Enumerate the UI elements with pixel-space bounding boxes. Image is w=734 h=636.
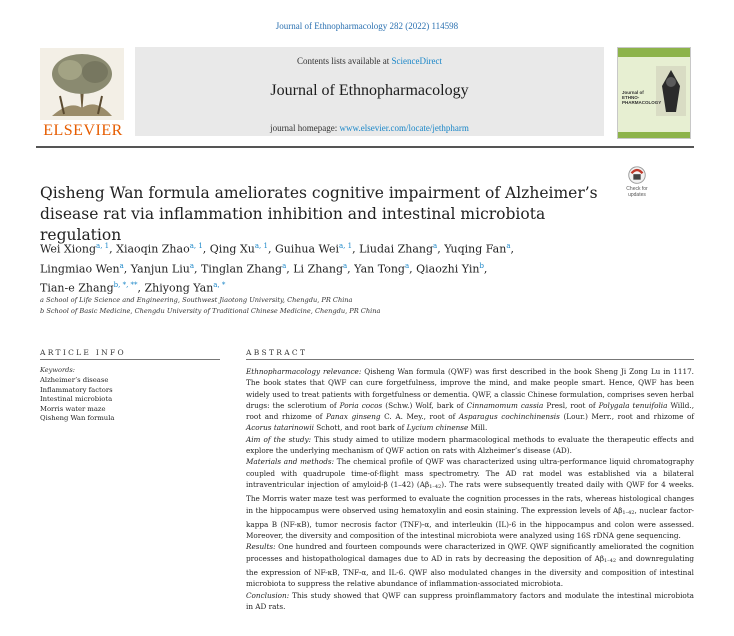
methods-label: Materials and methods: bbox=[246, 457, 335, 467]
author-affiliation-marker[interactable]: a, 1 bbox=[339, 242, 353, 250]
methods-text: ). The rats were subsequently treated daily with QWF for 4 weeks. The Morris water maze test was performed to evaluate the cognition processes in the rats, whereas histological changes in the hippocampus were observed using hematoxylin and eosin staining. The expression levels of Aβ bbox=[246, 479, 694, 515]
conclusion-label: Conclusion: bbox=[246, 590, 290, 600]
homepage-prefix: journal homepage: bbox=[270, 123, 340, 133]
aim-label: Aim of the study: bbox=[246, 434, 312, 444]
abstract-methods bbox=[246, 456, 694, 541]
publisher-logo-text[interactable]: ELSEVIER bbox=[43, 122, 123, 139]
author[interactable]: Yuqing Fan bbox=[444, 242, 507, 256]
affiliation-a: a School of Life Science and Engineering, Southwest Jiaotong University, Chengdu, PR China bbox=[40, 296, 353, 304]
author[interactable]: Yan Tong bbox=[354, 262, 405, 276]
species-name: Cinnamomum cassia bbox=[466, 400, 544, 410]
species-name: Polygala tenuifolia bbox=[598, 400, 668, 410]
article-title: Qisheng Wan formula ameliorates cognitive impairment of Alzheimer’s disease rat via inflammation inhibition and intestinal microbiota regulation bbox=[40, 184, 598, 244]
species-name: Panax ginseng bbox=[326, 412, 381, 422]
keyword: Alzheimer’s disease bbox=[40, 376, 109, 384]
relevance-text: Schott, and root bark of bbox=[313, 423, 407, 433]
species-name: Lycium chinense bbox=[406, 423, 469, 433]
author-affiliation-marker[interactable]: a bbox=[189, 261, 194, 270]
methods-text: , nuclear factor-kappa B (NF-κB), tumor necrosis factor (TNF)-α, and interleukin (IL)-6 in the hippocampus and colon were assessed. Moreover, the diversity and composition of the intestinal microbiota were analyzed using 16S rDNA gene sequencing. bbox=[246, 505, 694, 541]
species-name: Poria cocos bbox=[339, 400, 383, 410]
abstract-conclusion bbox=[246, 590, 694, 613]
keyword: Morris water maze bbox=[40, 404, 106, 413]
check-for-updates-label[interactable]: Check for updates bbox=[626, 186, 648, 198]
contents-prefix: Contents lists available at bbox=[297, 56, 392, 66]
subscript: 1–42 bbox=[429, 483, 442, 490]
author-affiliation-marker[interactable]: a bbox=[506, 242, 511, 250]
relevance-text: Presl, root of bbox=[543, 400, 599, 410]
author-affiliation-marker[interactable]: a bbox=[119, 261, 124, 270]
abstract-heading: ABSTRACT bbox=[246, 348, 308, 357]
author-affiliation-marker[interactable]: a, 1 bbox=[96, 242, 110, 250]
methods-text: The chemical profile of QWF was characterized using ultra-performance liquid chromatography coupled with quadrupole time-of-flight mass spectrometry. The AD rat model was established via a bilateral intraventricular injection of amyloid-β (1–42) (Aβ bbox=[246, 457, 694, 489]
sciencedirect-link[interactable]: ScienceDirect bbox=[391, 56, 442, 66]
species-name: Asparagus cochinchinensis bbox=[458, 412, 560, 422]
contents-line bbox=[135, 56, 604, 66]
author-affiliation-marker[interactable]: a, 1 bbox=[189, 242, 203, 250]
keyword: Intestinal microbiota bbox=[40, 395, 113, 404]
relevance-text: Willd., root and rhizome of bbox=[246, 400, 694, 422]
check-for-updates-icon[interactable] bbox=[619, 165, 655, 187]
species-name: Acorus tatarinowii bbox=[246, 423, 314, 433]
journal-name: Journal of Ethnopharmacology bbox=[270, 82, 469, 99]
relevance-text: Mill. bbox=[468, 423, 488, 433]
author-affiliation-marker[interactable]: a, 1 bbox=[254, 242, 268, 250]
author-affiliation-marker[interactable]: b, *, ** bbox=[113, 281, 138, 290]
relevance-text: C. A. Mey., root of bbox=[380, 412, 459, 422]
header-divider bbox=[36, 146, 694, 148]
results-text: One hundred and fourteen compounds were characterized in QWF. QWF significantly ameliorated the cognition processes and histopathological damages due to AD in rats by decreasing the deposition of Aβ bbox=[246, 542, 694, 563]
relevance-text: Qisheng Wan formula (QWF) was first described in the book Sheng Ji Zong Lu in 1117. The book states that QWF can cure forgetfulness, improve the mind, and make people smart. Hence, QWF has been widely used to treat patients with forgetfulness or dementia. QWF, a classic Chinese formulation, comprises seven herbal drugs: the sclerotium of bbox=[246, 367, 694, 410]
homepage-line bbox=[135, 123, 604, 133]
article-info-heading: ARTICLE INFO bbox=[40, 348, 126, 357]
abstract-divider bbox=[246, 359, 694, 360]
author-list: Wei Xiong$^{a, 1}$, Xiaoqin Zhao$^{a, 1}$, Qing Xu$^{a, 1}$, Guihua Wei$^{a, 1}$, Liudai Zhang$^a$, Yuqing Fan$^a$, Lingmiao Wen$^a$, Yanjun Liu$^a$, Tinglan Zhang$^a$, Li Zhang$^a$, Yan Tong$^a$, Qiaozhi Yin$^b$, Tian-e Zhang$^{b, *, **}$, Zhiyong Yan$^{a, *}$ bbox=[40, 242, 514, 295]
author[interactable]: Zhiyong Yan bbox=[144, 281, 214, 295]
relevance-text: (Lour.) Merr., root and rhizome of bbox=[559, 412, 695, 422]
author[interactable]: Lingmiao Wen bbox=[40, 262, 120, 276]
author-affiliation-marker[interactable]: a bbox=[282, 261, 287, 270]
cover-title: Journal of ETHNO-PHARMACOLOGY bbox=[622, 90, 662, 105]
keyword: Qisheng Wan formula bbox=[40, 414, 115, 423]
author[interactable]: Li Zhang bbox=[293, 262, 343, 276]
results-text: and downregulating the expression of NF-κB, TNF-α, and IL-6. QWF also modulated changes in the diversity and composition of intestinal microbiota to suppress the relative abundance of inflammation-associated microbiota. bbox=[246, 553, 694, 589]
author[interactable]: Tinglan Zhang bbox=[201, 262, 283, 276]
article-info-divider bbox=[40, 359, 220, 360]
author[interactable]: Guihua Wei bbox=[274, 242, 339, 256]
journal-citation[interactable]: Journal of Ethnopharmacology 282 (2022) 114598 bbox=[275, 21, 459, 31]
author[interactable]: Yanjun Liu bbox=[130, 262, 190, 276]
aim-text: This study aimed to utilize modern pharmacological methods to evaluate the therapeutic effects and explore the underlying mechanism of QWF action on rats with Alzheimer’s disease (AD). bbox=[246, 434, 694, 456]
abstract-relevance bbox=[246, 366, 694, 434]
journal-cover-thumbnail[interactable] bbox=[617, 47, 691, 139]
abstract-aim bbox=[246, 434, 694, 457]
author-affiliation-marker[interactable]: b bbox=[479, 261, 484, 270]
abstract-body bbox=[246, 366, 694, 612]
keywords-label: Keywords: bbox=[40, 366, 75, 374]
subscript: 1–42 bbox=[604, 557, 617, 564]
conclusion-text: This study showed that QWF can suppress proinflammatory factors and modulate the intestinal microbiota in AD rats. bbox=[246, 590, 694, 611]
author[interactable]: Wei Xiong bbox=[40, 242, 97, 256]
author[interactable]: Xiaoqin Zhao bbox=[116, 242, 190, 256]
author-affiliation-marker[interactable]: a bbox=[404, 261, 410, 270]
author[interactable]: Tian-e Zhang bbox=[40, 281, 114, 295]
relevance-text: (Schw.) Wolf, bark of bbox=[382, 400, 467, 410]
abstract-results bbox=[246, 541, 694, 589]
results-label: Results: bbox=[246, 542, 276, 552]
author-affiliation-marker[interactable]: a, * bbox=[213, 281, 226, 290]
author-affiliation-marker[interactable]: a bbox=[433, 242, 438, 250]
author[interactable]: Qing Xu bbox=[209, 242, 255, 256]
affiliation-b: b School of Basic Medicine, Chengdu University of Traditional Chinese Medicine, Chengdu, PR China bbox=[40, 307, 381, 315]
homepage-link[interactable]: www.elsevier.com/locate/jethpharm bbox=[339, 123, 469, 133]
keyword: Inflammatory factors bbox=[40, 385, 113, 394]
elsevier-tree-logo bbox=[40, 48, 124, 120]
author[interactable]: Liudai Zhang bbox=[359, 242, 434, 256]
author-affiliation-marker[interactable]: a bbox=[342, 261, 348, 270]
subscript: 1–42 bbox=[622, 509, 635, 516]
keywords-list bbox=[40, 376, 114, 424]
relevance-label: Ethnopharmacology relevance: bbox=[246, 367, 362, 376]
author[interactable]: Qiaozhi Yin bbox=[416, 262, 480, 276]
